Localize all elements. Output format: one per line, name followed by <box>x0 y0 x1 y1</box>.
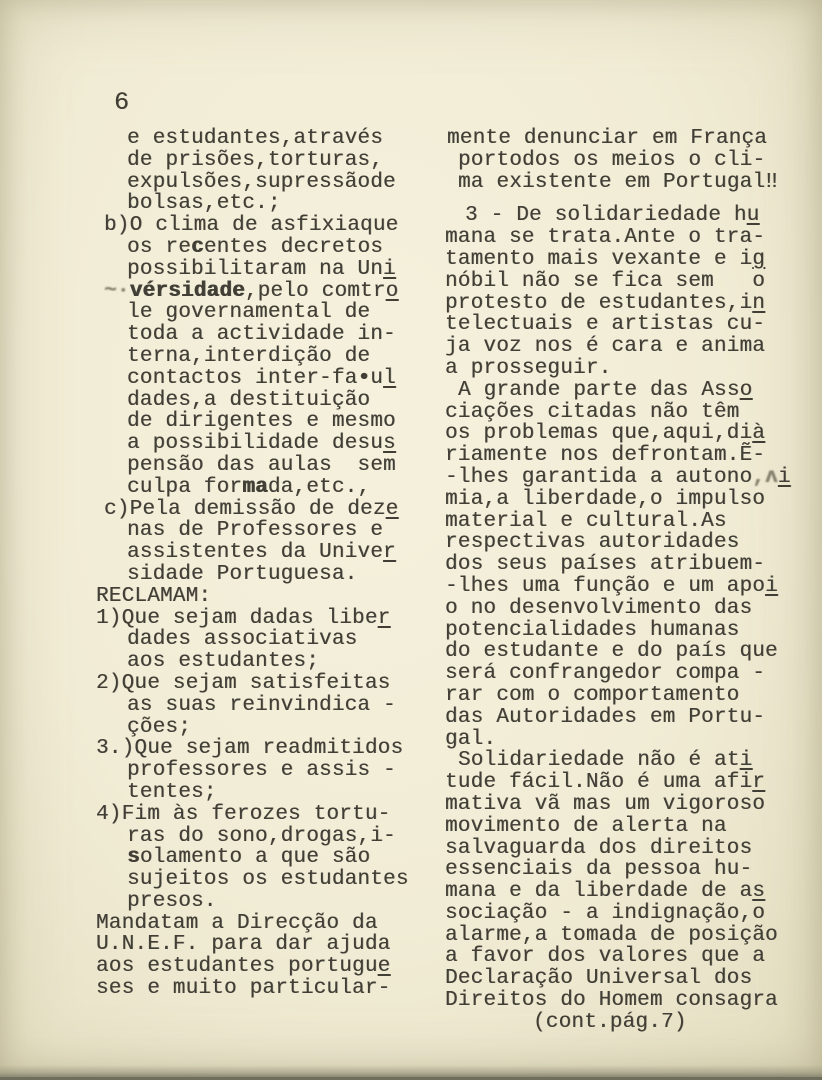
text-line <box>96 913 409 935</box>
text-segment: dades associativas <box>127 628 358 652</box>
text-line <box>96 302 409 324</box>
text-segment: nas de Professores e <box>127 519 384 543</box>
text-line <box>445 423 791 445</box>
text-segment: riamente nos defrontam.Ẽ- <box>445 444 766 468</box>
text-segment: ras do sono,drogas,i- <box>127 824 396 848</box>
text-segment: u <box>370 366 384 390</box>
underlined-text: e <box>385 497 399 521</box>
text-segment: b)O clima de asfixiaque <box>104 214 399 238</box>
overstruck-text: s <box>127 846 140 870</box>
text-segment: será confrangedor compa - <box>445 662 766 686</box>
text-line <box>96 717 409 739</box>
text-line <box>445 467 791 489</box>
text-segment: a prosseguir. <box>445 356 612 380</box>
text-line <box>96 782 409 804</box>
text-segment: contactos inter-fa <box>127 366 358 390</box>
text-line <box>96 891 409 913</box>
text-segment: ses e muito particular- <box>96 977 391 1001</box>
text-segment: potencialidades humanas <box>445 618 740 642</box>
text-line <box>445 314 791 336</box>
text-line <box>445 554 791 576</box>
text-line <box>445 729 791 751</box>
smudge-mark: ,ʌ <box>752 465 778 489</box>
text-segment: tentes; <box>127 780 217 804</box>
text-segment: -lhes uma função e um apo <box>445 574 766 598</box>
text-line <box>96 673 409 695</box>
text-segment: expulsões,supressãode <box>127 170 396 194</box>
text-line <box>445 925 791 947</box>
text-segment: -lhes garantida a autono <box>445 465 753 489</box>
underlined-text: o <box>739 378 753 402</box>
text-line <box>445 380 791 402</box>
text-line <box>96 499 409 521</box>
text-segment: movimento de alerta na <box>445 814 727 838</box>
text-segment: ções; <box>127 715 192 739</box>
text-segment: rar com o comportamento <box>445 683 740 707</box>
underlined-text: i <box>777 465 791 489</box>
text-segment: terna,interdição de <box>127 344 371 368</box>
text-segment: assistentes da Unive <box>127 541 384 565</box>
text-line <box>96 433 409 455</box>
text-line <box>445 620 791 642</box>
underlined-text: i <box>383 257 396 281</box>
text-segment: A grande parte das Ass <box>458 378 740 402</box>
text-line <box>96 346 409 368</box>
text-line <box>96 608 409 630</box>
text-segment: as suas reinvindica - <box>127 693 396 717</box>
text-segment: a favor dos valores que a <box>445 945 766 969</box>
text-segment: mana se trata.Ante o tra- <box>445 226 766 250</box>
text-segment: presos. <box>127 889 217 913</box>
text-segment: os re <box>127 235 192 259</box>
text-line <box>445 968 791 990</box>
text-segment: olamento a que são <box>139 846 371 870</box>
text-segment: ja voz nos é cara e anima <box>445 335 766 359</box>
text-line <box>96 411 409 433</box>
text-segment: mente denunciar em França <box>447 127 768 150</box>
text-segment: da,etc., <box>267 475 371 499</box>
underlined-text: s <box>752 880 766 904</box>
text-segment: tamento mais vexante e i <box>445 247 753 271</box>
text-segment: toda a actividade in- <box>127 323 396 347</box>
text-segment: de dirigentes e mesmo <box>127 410 396 434</box>
text-line <box>96 934 409 956</box>
text-line <box>96 368 409 390</box>
text-segment: ciações citadas não têm <box>445 400 740 424</box>
text-line <box>96 390 409 412</box>
underlined-text: à <box>752 422 766 446</box>
text-line <box>96 455 409 477</box>
underlined-text: l <box>383 366 396 390</box>
text-line <box>96 804 409 826</box>
text-segment: Declaração Universal dos <box>445 967 753 991</box>
overstruck-text: ma <box>242 475 268 499</box>
text-segment: (cont.pág.7) <box>533 1010 687 1034</box>
underlined-text: i <box>765 574 778 598</box>
text-segment: c)Pela demissão de dez <box>104 497 386 521</box>
text-line <box>96 542 409 564</box>
text-line <box>445 772 791 794</box>
text-segment: o no desenvolvimento das <box>445 596 753 620</box>
text-segment: Direitos do Homem consagra <box>445 989 778 1013</box>
text-segment: a possibilidade desu <box>127 432 384 456</box>
text-line <box>445 172 791 194</box>
text-segment: culpa for <box>127 475 243 499</box>
text-line <box>96 215 409 237</box>
underlined-text: r <box>752 771 766 795</box>
text-segment: de prisões,torturas, <box>127 148 384 172</box>
text-line <box>96 738 409 760</box>
text-line <box>445 881 791 903</box>
text-line <box>96 150 409 172</box>
text-segment: 1)Que sejam dadas libe <box>96 606 378 630</box>
text-line <box>96 324 409 346</box>
text-line <box>445 205 791 227</box>
text-segment: Solidariedade não é at <box>458 749 740 773</box>
text-segment: pensão das aulas sem <box>127 453 396 477</box>
text-segment: U.N.E.F. para dar ajuda <box>96 933 391 957</box>
text-segment: e estudantes,através <box>127 127 384 150</box>
text-line <box>96 651 409 673</box>
text-segment: telectuais e artistas cu- <box>445 313 766 337</box>
underlined-text: i <box>739 749 753 773</box>
text-line <box>445 750 791 772</box>
text-line <box>96 281 409 303</box>
text-line <box>96 869 409 891</box>
left-text-column <box>96 128 409 1000</box>
text-segment: le governamental de <box>127 301 371 325</box>
text-segment: entes decretos <box>203 235 384 259</box>
text-segment: sociação - a indignação,o <box>445 901 766 925</box>
text-line <box>96 847 409 869</box>
text-line <box>445 402 791 424</box>
text-line <box>445 358 791 380</box>
text-line <box>96 520 409 542</box>
text-segment: 4)Fim às ferozes tortu- <box>96 802 391 826</box>
underlined-text: u <box>746 204 760 228</box>
text-segment: essenciais da pessoa hu- <box>445 858 753 882</box>
text-segment: 3.)Que sejam readmitidos <box>96 737 404 761</box>
text-segment: mativa vã mas um vigoroso <box>445 792 766 816</box>
text-line <box>96 956 409 978</box>
text-line <box>445 685 791 707</box>
text-line <box>445 903 791 925</box>
underlined-text: r <box>383 541 396 565</box>
text-segment: professores e assis - <box>127 759 396 783</box>
text-line <box>445 489 791 511</box>
text-line <box>445 532 791 554</box>
underlined-text: e <box>377 955 391 979</box>
text-segment: Mandatam a Direcção da <box>96 911 378 935</box>
smudge-mark: ~· <box>104 279 130 303</box>
page-number: 6 <box>114 88 130 117</box>
text-line <box>96 259 409 281</box>
text-segment: 2)Que sejam satisfeitas <box>96 671 391 695</box>
text-line <box>445 445 791 467</box>
text-segment: sidade Portuguesa. <box>127 562 358 586</box>
text-line <box>445 816 791 838</box>
text-segment: material e cultural.As <box>445 509 727 533</box>
text-segment: mia,a liberdade,o impulso <box>445 487 766 511</box>
underlined-text: g <box>752 247 766 271</box>
underlined-text: n <box>752 291 766 315</box>
text-line <box>445 249 791 271</box>
text-segment: ,pelo comtr <box>244 279 386 303</box>
text-line <box>445 511 791 533</box>
text-line <box>445 150 791 172</box>
text-line <box>445 859 791 881</box>
overstruck-text: • <box>357 366 371 390</box>
text-segment: gal. <box>445 727 497 751</box>
text-line <box>445 271 791 293</box>
text-line <box>445 838 791 860</box>
text-segment: aos estudantes; <box>127 650 320 674</box>
text-line <box>96 564 409 586</box>
text-line <box>445 946 791 968</box>
underlined-text: o <box>385 279 399 303</box>
right-text-column <box>445 128 791 1034</box>
text-line <box>96 586 409 608</box>
text-segment: mana e da liberdade de a <box>445 880 753 904</box>
text-line <box>96 128 409 150</box>
text-segment: possibilitaram na Un <box>127 257 384 281</box>
text-line <box>445 227 791 249</box>
text-segment: do estudante e do país que <box>445 640 778 664</box>
text-segment: ma existente em Portugal‼ <box>458 170 779 194</box>
text-line <box>445 598 791 620</box>
text-segment: os problemas que,aqui,di <box>445 422 753 446</box>
underlined-text: r <box>377 606 391 630</box>
underlined-text: s <box>383 432 396 456</box>
text-line <box>96 760 409 782</box>
text-line <box>445 663 791 685</box>
text-segment: respectivas autoridades <box>445 531 740 555</box>
text-line <box>96 826 409 848</box>
text-line <box>96 477 409 499</box>
text-line <box>445 576 791 598</box>
text-line <box>96 172 409 194</box>
text-line <box>445 794 791 816</box>
text-line <box>96 193 409 215</box>
text-line <box>96 978 409 1000</box>
text-line <box>445 128 791 150</box>
text-segment: sujeitos os estudantes <box>127 868 409 892</box>
text-line <box>96 695 409 717</box>
text-line <box>445 336 791 358</box>
text-line <box>96 629 409 651</box>
scan-bottom-edge <box>0 1065 822 1080</box>
text-segment: salvaguarda dos direitos <box>445 836 753 860</box>
text-segment: 3 - De solidariedade h <box>465 204 747 228</box>
text-segment: bolsas,etc.; <box>127 192 281 216</box>
text-segment: nóbil não se fica sem o <box>445 269 766 293</box>
text-segment: dos seus países atribuem- <box>445 553 766 577</box>
text-line <box>96 237 409 259</box>
text-segment: das Autoridades em Portu- <box>445 705 766 729</box>
text-line <box>445 707 791 729</box>
text-segment: aos estudantes portugu <box>96 955 378 979</box>
text-segment: RECLAMAM: <box>96 584 212 608</box>
text-segment: dades,a destituição <box>127 388 371 412</box>
text-segment: alarme,a tomada de posição <box>445 923 778 947</box>
text-segment: tude fácil.Não é uma afi <box>445 771 753 795</box>
text-line <box>445 641 791 663</box>
text-line <box>445 293 791 315</box>
text-segment: portodos os meios o cli- <box>458 148 766 172</box>
text-line <box>445 1012 791 1034</box>
overstruck-text: vérsidade <box>129 279 245 303</box>
text-segment: protesto de estudantes,i <box>445 291 753 315</box>
text-line <box>445 990 791 1012</box>
overstruck-text: c <box>191 235 204 259</box>
